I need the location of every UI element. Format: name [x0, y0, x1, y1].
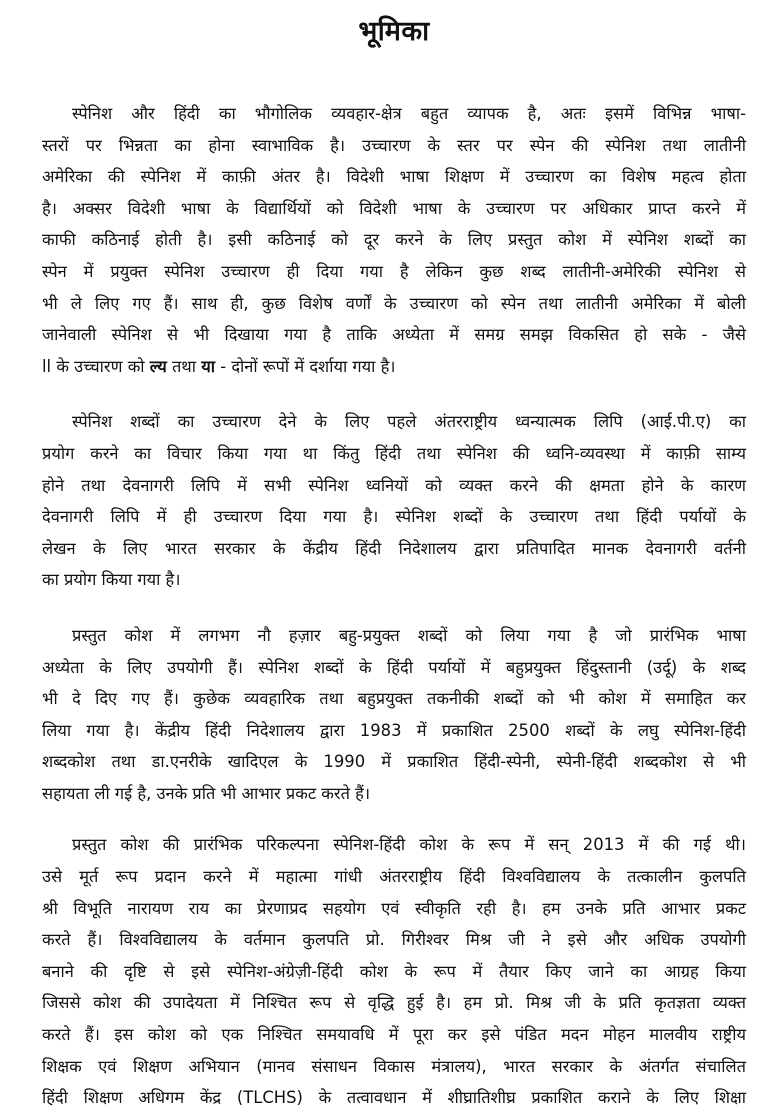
paragraph-2 [42, 406, 746, 596]
text-line: होने तथा देवनागरी लिपि में सभी स्पेनिश ध्वनियों को व्यक्त करने की क्षमता होने के कारण [42, 475, 746, 495]
text-line: देवनागरी लिपि में ही उच्चारण दिया गया है। स्पेनिश शब्दों के उच्चारण तथा हिंदी पर्यायों के [42, 507, 746, 527]
text-line: बनाने की दृष्टि से इसे स्पेनिश-अंग्रेज़ी-हिंदी कोश के रूप में तैयार किए जाने का आग्रह किया [42, 961, 746, 981]
text-line: है। अक्सर विदेशी भाषा के विद्यार्थियों को विदेशी भाषा के उच्चारण पर अधिकार प्राप्त करने में [42, 198, 746, 218]
text-line: सहायता ली गई है, उनके प्रति भी आभार प्रकट करते हैं। [42, 783, 371, 803]
text-line: शिक्षक एवं शिक्षण अभियान (मानव संसाधन विकास मंत्रालय), भारत सरकार के अंतर्गत संचालित [42, 1056, 746, 1076]
text-line: स्तरों पर भिन्नता का होना स्वाभाविक है। उच्चारण के स्तर पर स्पेन की स्पेनिश तथा लातीनी [42, 135, 746, 155]
text-line: अमेरिका की स्पेनिश में काफ़ी अंतर है। विदेशी भाषा शिक्षण में उच्चारण का विशेष महत्व होता [42, 167, 746, 187]
text-line: स्पेनिश शब्दों का उच्चारण देने के लिए पहले अंतरराष्ट्रीय ध्वन्यात्मक लिपि (आई.पी.ए) का [72, 412, 746, 432]
paragraph-1 [42, 98, 746, 382]
page-title: भूमिका [358, 16, 430, 47]
text-line: का प्रयोग किया गया है। [42, 570, 181, 590]
paragraph-4 [42, 829, 746, 1113]
text-line: करते हैं। विश्वविद्यालय के वर्तमान कुलपति प्रो. गिरीश्वर मिश्र जी ने इसे और अधिक उपयोगी [42, 930, 746, 950]
text-line: स्पेनिश और हिंदी का भौगोलिक व्यवहार-क्षेत्र बहुत व्यापक है, अतः इसमें विभिन्न भाषा- [72, 104, 746, 123]
text-line: भी ले लिए गए हैं। साथ ही, कुछ विशेष वर्णों के उच्चारण को स्पेन तथा लातीनी अमेरिका में बोली [42, 293, 746, 313]
text-line: हिंदी शिक्षण अधिगम केंद्र (TLCHS) के तत्वावधान में शीघ्रातिशीघ्र प्रकाशित कराने के लिए शिक्षा [42, 1088, 746, 1108]
text-line: लिया गया है। केंद्रीय हिंदी निदेशालय द्वारा 1983 में प्रकाशित 2500 शब्दों के लघु स्पेनिश-हिंदी [42, 720, 746, 740]
text-line: श्री विभूति नारायण राय का प्रेरणाप्रद सहयोग एवं स्वीकृति रही है। हम उनके प्रति आभार प्रकट [42, 898, 746, 918]
text-line: प्रस्तुत कोश में लगभग नौ हज़ार बहु-प्रयुक्त शब्दों को लिया गया है जो प्रारंभिक भाषा [72, 625, 746, 645]
text-line: ll के उच्चारण को ल्य तथा या - दोनों रूपों में दर्शाया गया है। [42, 356, 396, 376]
text-line: जिससे कोश की उपादेयता में निश्चित रूप से वृद्धि हुई है। हम प्रो. मिश्र जी के प्रति कृतज्ञता व्यक्त [42, 993, 746, 1013]
bold-term: ल्य [149, 356, 167, 376]
text-line: प्रयोग करने का विचार किया गया था किंतु हिंदी तथा स्पेनिश की ध्वनि-व्यवस्था में काफ़ी साम्य [42, 443, 746, 463]
text-line: अध्येता के लिए उपयोगी हैं। स्पेनिश शब्दों के हिंदी पर्यायों में बहुप्रयुक्त हिंदुस्तानी (उर्दू) के शब्द [42, 657, 746, 677]
paragraph-3 [42, 620, 746, 810]
text-line: करते हैं। इस कोश को एक निश्चित समयावधि में पूरा कर इसे पंडित मदन मोहन मालवीय राष्ट्रीय [42, 1025, 746, 1045]
text-line: भी दे दिए गए हैं। कुछेक व्यवहारिक तथा बहुप्रयुक्त तकनीकी शब्दों को भी कोश में समाहित कर [42, 689, 746, 709]
text-line: उसे मूर्त रूप प्रदान करने में महात्मा गांधी अंतरराष्ट्रीय हिंदी विश्वविद्यालय के तत्कालीन कुलपति [42, 867, 746, 887]
text-line: लेखन के लिए भारत सरकार के केंद्रीय हिंदी निदेशालय द्वारा प्रतिपादित मानक देवनागरी वर्तनी [42, 538, 746, 558]
text-line: स्पेन में प्रयुक्त स्पेनिश उच्चारण ही दिया गया है लेकिन कुछ शब्द लातीनी-अमेरिकी स्पेनिश से [42, 261, 746, 281]
text-line: शब्दकोश तथा डा.एनरीके खादिएल के 1990 में प्रकाशित हिंदी-स्पेनी, स्पेनी-हिंदी शब्दकोश से भी [42, 752, 746, 772]
text-line: काफी कठिनाई होती है। इसी कठिनाई को दूर करने के लिए प्रस्तुत कोश में स्पेनिश शब्दों का [42, 230, 746, 250]
text-line: जानेवाली स्पेनिश से भी दिखाया गया है ताकि अध्येता में समग्र समझ विकसित हो सके - जैसे [42, 325, 746, 345]
bold-term: या [201, 356, 215, 376]
text-line: प्रस्तुत कोश की प्रारंभिक परिकल्पना स्पेनिश-हिंदी कोश के रूप में सन् 2013 में की गई थी। [72, 835, 746, 855]
